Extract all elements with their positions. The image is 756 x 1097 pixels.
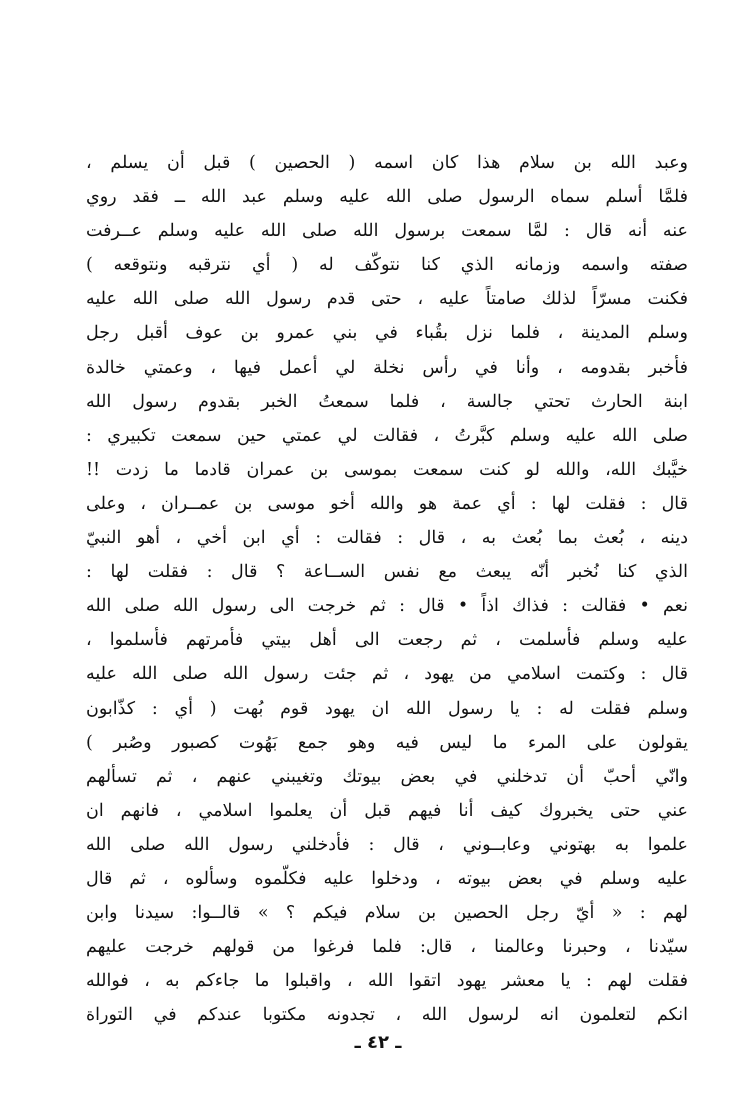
text-line-2: فلمَّا أسلم سماه الرسول صلى الله عليه وسلم عبد الله ــ فقد روي — [86, 187, 688, 208]
text-line-10: خيَّبك الله، والله لو كنت سمعت بموسى بن عمران قادما ما زدت !! — [86, 459, 688, 480]
text-line-3: عنه أنه قال : لمَّا سمعت برسول الله صلى الله عليه وسلم عــرفت — [86, 221, 688, 242]
text-line-15: عليه وسلم فأسلمت ، ثم رجعت الى أهل بيتي فأمرتهم فأسلموا ، — [86, 630, 688, 651]
text-line-18: يقولون على المرء ما ليس فيه وهو جمع بَهُوت كصبور وصُبر ) — [86, 732, 688, 753]
page-number: ـ ٤٢ ـ — [354, 1032, 402, 1053]
text-line-26: انكم لتعلمون انه لرسول الله ، تجدونه مكتوبا عندكم في التوراة — [86, 1005, 688, 1026]
text-line-24: سيّدنا ، وحبرنا وعالمنا ، قال: فلما فرغوا من قولهم خرجت عليهم — [86, 937, 688, 958]
text-line-20: عني حتى يخبروك كيف أنا فيهم قبل أن يعلموا اسلامي ، فانهم ان — [86, 800, 688, 821]
text-line-4: صفته واسمه وزمانه الذي كنا نتوكّف له ( أي نترقبه ونتوقعه ) — [86, 255, 688, 276]
body-text — [86, 146, 688, 1032]
text-line-19: وانّي أحبّ أن تدخلني في بعض بيوتك وتغيبني عنهم ، ثم تسألهم — [86, 766, 688, 787]
text-line-8: ابنة الحارث تحتي جالسة ، فلما سمعتُ الخبر بقدوم رسول الله — [86, 391, 688, 412]
text-line-21: علموا به بهتوني وعابــوني ، قال : فأدخلني رسول الله صلى الله — [86, 834, 688, 855]
text-line-23: لهم : « أيّ رجل الحصين بن سلام فيكم ؟ » قالــوا: سيدنا وابن — [86, 903, 688, 924]
text-line-13: الذي كنا نُخبر أنّه يبعث مع نفس الســاعة ؟ قال : فقلت لها : — [86, 562, 688, 583]
text-line-14: نعم • فقالت : فذاك اذاً • قال : ثم خرجت الى رسول الله صلى الله — [86, 596, 688, 617]
text-line-17: وسلم فقلت له : يا رسول الله ان يهود قوم بُهت ( أي : كذّابون — [86, 698, 688, 719]
text-line-1: وعبد الله بن سلام هذا كان اسمه ( الحصين ) قبل أن يسلم ، — [86, 153, 688, 173]
text-line-22: عليه وسلم في بعض بيوته ، ودخلوا عليه فكلّموه وسألوه ، ثم قال — [86, 868, 688, 889]
text-line-5: فكنت مسرّاً لذلك صامتاً عليه ، حتى قدم رسول الله صلى الله عليه — [86, 289, 688, 310]
text-line-16: قال : وكتمت اسلامي من يهود ، ثم جئت رسول الله صلى الله عليه — [86, 664, 688, 685]
text-line-9: صلى الله عليه وسلم كبَّرتُ ، فقالت لي عمتي حين سمعت تكبيري : — [86, 425, 688, 446]
text-line-7: فأخبر بقدومه ، وأنا في رأس نخلة لي أعمل فيها ، وعمتي خالدة — [86, 357, 688, 378]
text-line-11: قال : فقلت لها : أي عمة هو والله أخو موسى بن عمــران ، وعلى — [86, 493, 688, 514]
text-line-25: فقلت لهم : يا معشر يهود اتقوا الله ، واقبلوا ما جاءكم به ، فوالله — [86, 971, 688, 992]
text-line-12: دينه ، بُعث بما بُعث به ، قال : فقالت : أي ابن أخي ، أهو النبيّ — [86, 528, 688, 549]
text-line-6: وسلم المدينة ، فلما نزل بقُباء في بني عمرو بن عوف أقبل رجل — [86, 323, 688, 344]
